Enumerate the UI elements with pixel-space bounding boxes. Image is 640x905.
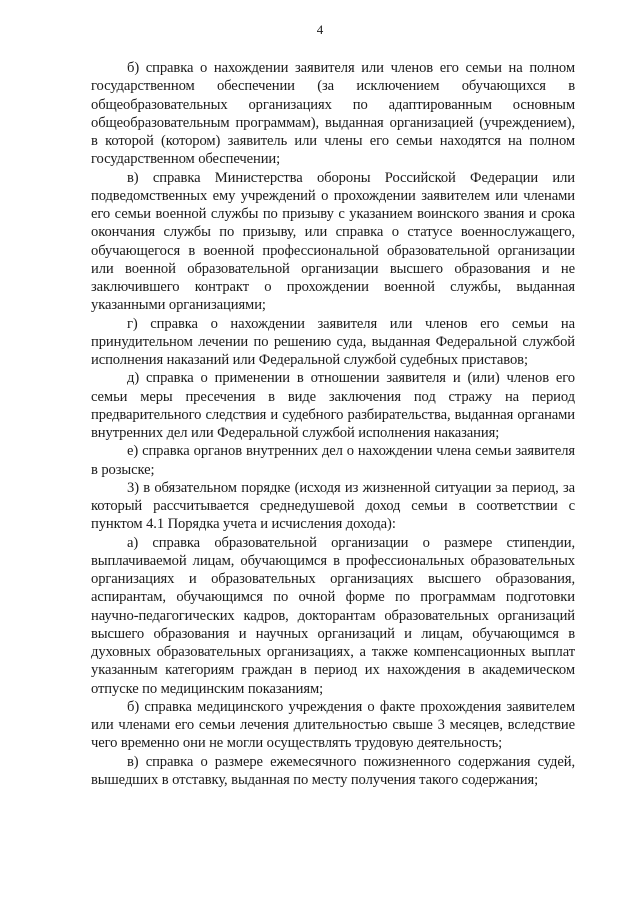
paragraph-d-custody: д) справка о применении в отношении заявителя и (или) членов его семьи меры пресечения в виде заключения под стражу на период предварительного следствия и судебного разбирательства, выданная органами внутренних дел или Федеральной службой исполнения наказания; [91,370,575,441]
paragraph-b-medical-treatment: б) справка медицинского учреждения о факте прохождения заявителем или членами его семьи лечения длительностью свыше 3 месяцев, вследствие чего временно они не могли осуществлять трудовую деятельность; [91,698,575,752]
document-body [91,59,575,789]
paragraph-a-stipend: а) справка образовательной организации о размере стипендии, выплачиваемой лицам, обучающимся в профессиональных образовательных организациях и образовательных организациях высшего образования, аспирантам, обучающимся по очной форме по программам подготовки научно-педагогических кадров, докторантам образовательных организаций высшего образования и научных организаций и лицам, обучающимся в духовных образовательных организациях, а также компенсационных выплат указанным категориям граждан в период их нахождения в академическом отпуске по медицинским показаниям; [91,534,575,697]
page-number: 4 [316,22,324,37]
paragraph-3-mandatory: 3) в обязательном порядке (исходя из жизненной ситуации за период, за который рассчитывается среднедушевой доход семьи в соответствии с пунктом 4.1 Порядка учета и исчисления дохода): [91,479,575,533]
paragraph-g-compulsory-treatment: г) справка о нахождении заявителя или членов его семьи на принудительном лечении по решению суда, выданная Федеральной службой исполнения наказаний или Федеральной службой судебных приставов; [91,315,575,368]
paragraph-v-military-service: в) справка Министерства обороны Российской Федерации или подведомственных ему учреждений о прохождении заявителем или членами его семьи военной службы по призыву с указанием воинского звания и срока окончания службы по призыву, или справка о статусе военнослужащего, обучающегося в военной профессиональной образовательной организации или военной образовательной организации высшего образования и не заключившего контракт о прохождении военной службы, выданная указанными организациями; [91,169,575,314]
paragraph-b-full-state-support: б) справка о нахождении заявителя или членов его семьи на полном государственном обеспечении (за исключением обучающихся в общеобразовательных организациях по адаптированным основным общеобразовательным программам), выданная организацией (учреждением), в которой (котором) заявитель или члены его семьи находятся на полном государственном обеспечении; [91,60,575,168]
paragraph-e-wanted-search: е) справка органов внутренних дел о нахождении члена семьи заявителя в розыске; [91,443,575,478]
paragraph-v-judges-allowance: в) справка о размере ежемесячного пожизненного содержания судей, вышедших в отставку, выданная по месту получения такого содержания; [91,753,575,788]
